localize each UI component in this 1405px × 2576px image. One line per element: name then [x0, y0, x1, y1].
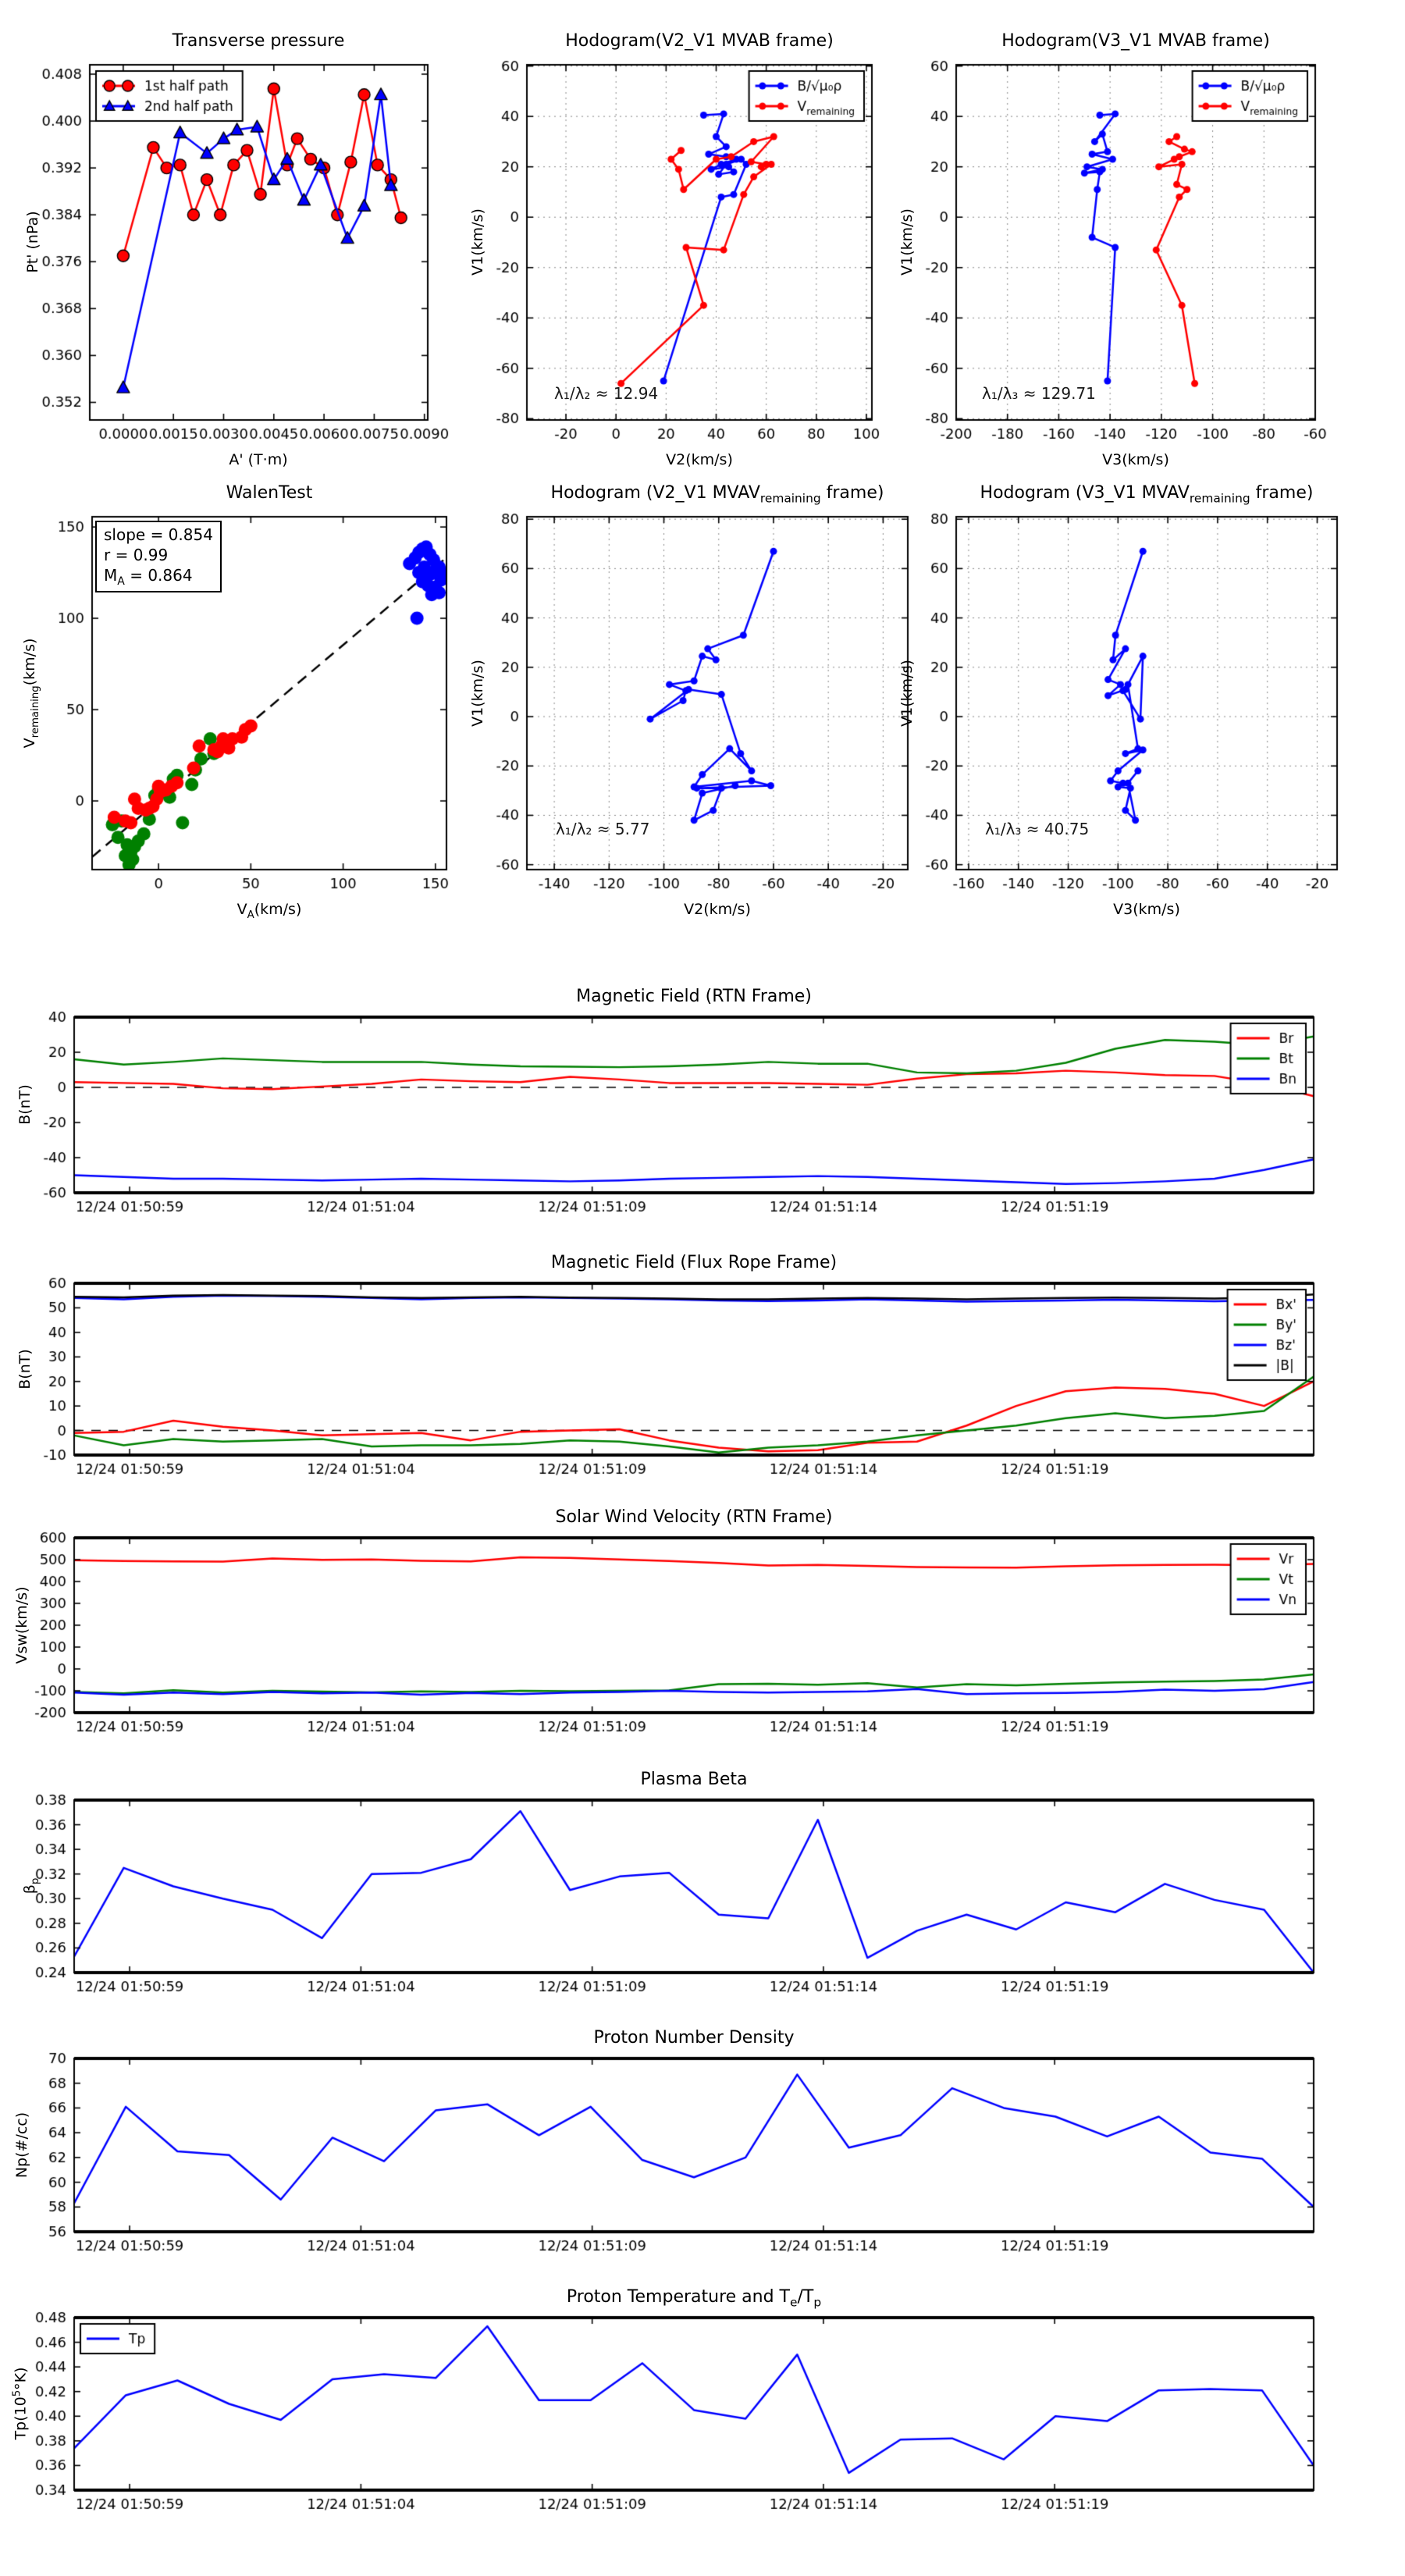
- plot-title-hodogram-v2v1-mvav: Hodogram (V2_V1 $MVAV_{remaining}$ frame): [550, 483, 884, 506]
- y-axis-label-tp: $Tp(10^5^\circ K)$: [11, 2367, 30, 2440]
- x-axis-label-v2-mvab: V2(km/s): [666, 451, 733, 468]
- x-axis-label-v3-mvav: V3(km/s): [1113, 901, 1180, 918]
- y-axis-label-b-fluxrope: B(nT): [16, 1349, 34, 1389]
- y-axis-label-vsw: Vsw(km/s): [13, 1586, 30, 1664]
- y-axis-label-v1-mvab-a: V1(km/s): [469, 208, 486, 276]
- eigenvalue-ratio-annotation: λ₁/λ₃ ≈ 129.71: [982, 384, 1096, 403]
- walen-slope-value: slope = 0.854: [104, 525, 213, 544]
- y-axis-label-beta: $\beta_p$: [21, 1877, 41, 1895]
- plot-title-magnetic-field-flux-rope: Magnetic Field (Flux Rope Frame): [550, 1253, 838, 1272]
- plot-title-hodogram-v3v1-mvav: Hodogram (V3_V1 $MVAV_{remaining}$ frame): [980, 483, 1314, 506]
- y-axis-label-b-rtn: B(nT): [16, 1084, 34, 1125]
- plot-title-proton-temperature: Proton Temperature and $T_e/T_p$: [566, 2287, 822, 2310]
- x-axis-label-va: $V_A(km/s)$: [237, 901, 302, 921]
- y-axis-label-v1-mvav-a: V1(km/s): [469, 660, 486, 727]
- y-axis-label-vremaining: $V_{remaining}(km/s)$: [21, 638, 41, 749]
- y-axis-label-pt: Pt' (nPa): [24, 211, 41, 273]
- plot-title-plasma-beta: Plasma Beta: [640, 1770, 748, 1789]
- plot-title-proton-number-density: Proton Number Density: [593, 2028, 795, 2048]
- y-axis-label-v1-mvab-b: V1(km/s): [898, 208, 916, 276]
- x-axis-label-a-prime: A' (T·m): [229, 451, 288, 468]
- y-axis-label-v1-mvav-b: V1(km/s): [898, 660, 916, 727]
- plot-title-transverse-pressure: Transverse pressure: [172, 31, 345, 51]
- walen-ma-value: $M_A = 0.864$: [104, 566, 193, 588]
- plot-title-hodogram-v3v1-mvab: Hodogram(V3_V1 MVAB frame): [1001, 31, 1270, 51]
- x-axis-label-v2-mvav: V2(km/s): [684, 901, 751, 918]
- plot-title-hodogram-v2v1-mvab: Hodogram(V2_V1 MVAB frame): [565, 31, 834, 51]
- plot-title-magnetic-field-rtn: Magnetic Field (RTN Frame): [576, 987, 812, 1006]
- walen-r-value: r = 0.99: [104, 546, 169, 564]
- eigenvalue-ratio-annotation: λ₁/λ₂ ≈ 12.94: [554, 384, 659, 403]
- walen-stats-box: [95, 521, 222, 592]
- plot-title-solar-wind-velocity: Solar Wind Velocity (RTN Frame): [555, 1507, 833, 1527]
- plot-title-walen-test: WalenTest: [226, 483, 313, 503]
- eigenvalue-ratio-annotation: λ₁/λ₂ ≈ 5.77: [556, 820, 650, 838]
- eigenvalue-ratio-annotation: λ₁/λ₃ ≈ 40.75: [985, 820, 1090, 838]
- y-axis-label-np: Np(#/cc): [13, 2112, 30, 2179]
- x-axis-label-v3-mvab: V3(km/s): [1102, 451, 1169, 468]
